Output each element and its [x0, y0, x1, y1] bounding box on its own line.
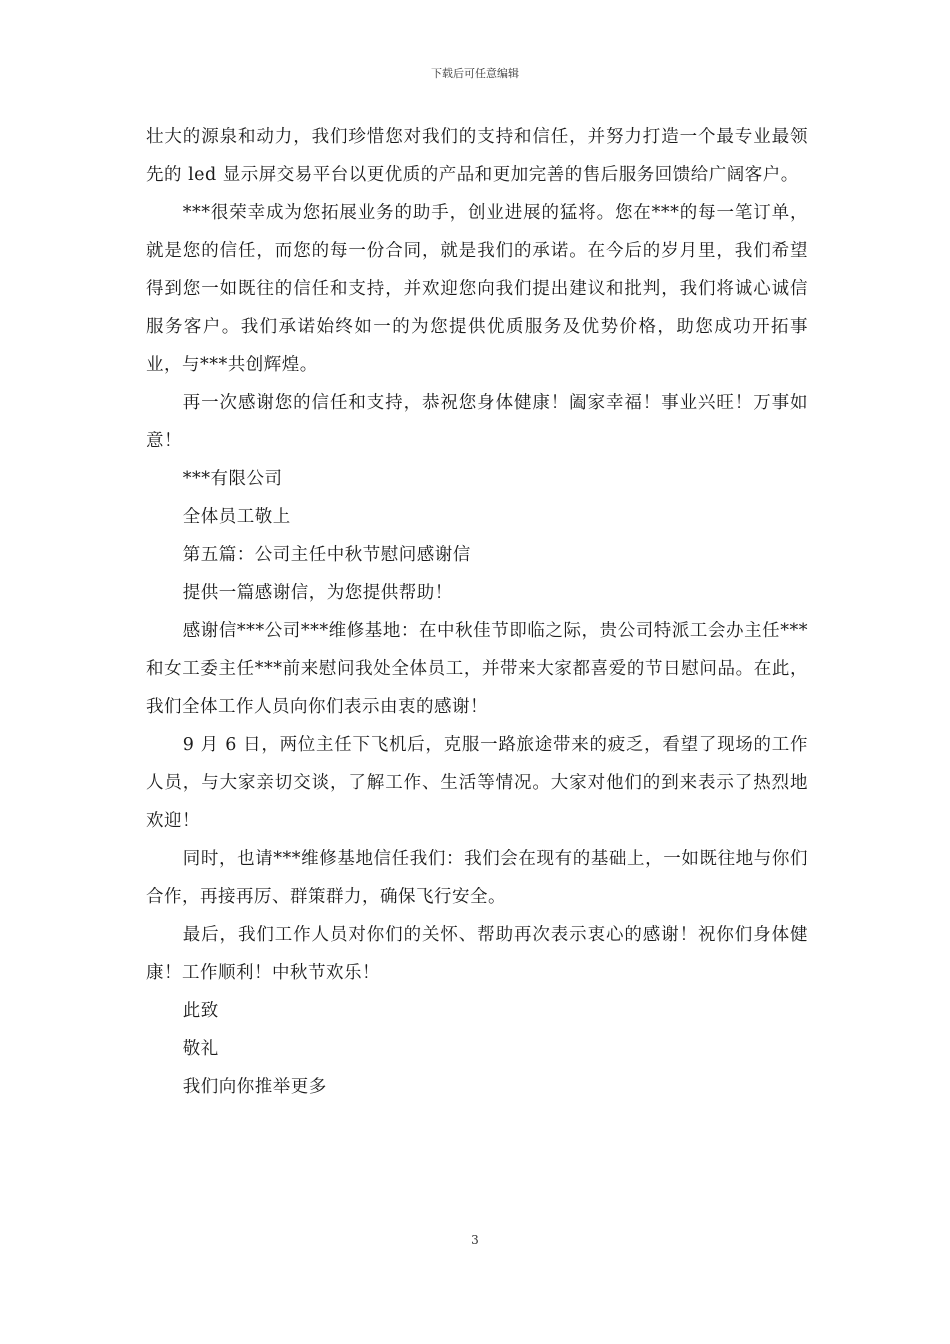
paragraph: 9 月 6 日，两位主任下飞机后，克服一路旅途带来的疲乏，看望了现场的工作人员，与大家亲切交谈，了解工作、生活等情况。大家对他们的到来表示了热烈地欢迎！ [146, 735, 808, 831]
page-header: 下载后可任意编辑 [431, 67, 519, 80]
signature-company: ***有限公司 [182, 469, 283, 489]
paragraph: 提供一篇感谢信，为您提供帮助！ [182, 583, 453, 603]
closing-salutation: 此致 [182, 1001, 219, 1021]
signature-staff: 全体员工敬上 [182, 507, 291, 527]
paragraph: 最后，我们工作人员对你们的关怀、帮助再次表示衷心的感谢！祝你们身体健康！工作顺利！中秋节欢乐！ [146, 925, 808, 983]
paragraph: 同时，也请***维修基地信任我们：我们会在现有的基础上，一如既往地与你们合作，再接再厉、群策群力，确保飞行安全。 [146, 849, 808, 907]
document-body [146, 118, 808, 1106]
section-title: 第五篇：公司主任中秋节慰问感谢信 [182, 545, 471, 565]
page-number: 3 [471, 1233, 479, 1247]
paragraph: ***很荣幸成为您拓展业务的助手，创业进展的猛将。您在***的每一笔订单，就是您的信任，而您的每一份合同，就是我们的承诺。在今后的岁月里，我们希望得到您一如既往的信任和支持，并欢迎您向我们提出建议和批判，我们将诚心诚信服务客户。我们承诺始终如一的为您提供优质服务及优势价格，助您成功开拓事业，与***共创辉煌。 [146, 203, 808, 375]
paragraph: 感谢信***公司***维修基地：在中秋佳节即临之际，贵公司特派工会办主任***和女工委主任***前来慰问我处全体员工，并带来大家都喜爱的节日慰问品。在此，我们全体工作人员向你们表示由衷的感谢！ [146, 621, 808, 717]
paragraph: 壮大的源泉和动力，我们珍惜您对我们的支持和信任，并努力打造一个最专业最领先的 led 显示屏交易平台以更优质的产品和更加完善的售后服务回馈给广阔客户。 [146, 127, 808, 185]
closing-regards: 敬礼 [182, 1039, 219, 1059]
paragraph: 我们向你推举更多 [182, 1077, 327, 1097]
paragraph: 再一次感谢您的信任和支持，恭祝您身体健康！阖家幸福！事业兴旺！万事如意！ [146, 393, 808, 451]
